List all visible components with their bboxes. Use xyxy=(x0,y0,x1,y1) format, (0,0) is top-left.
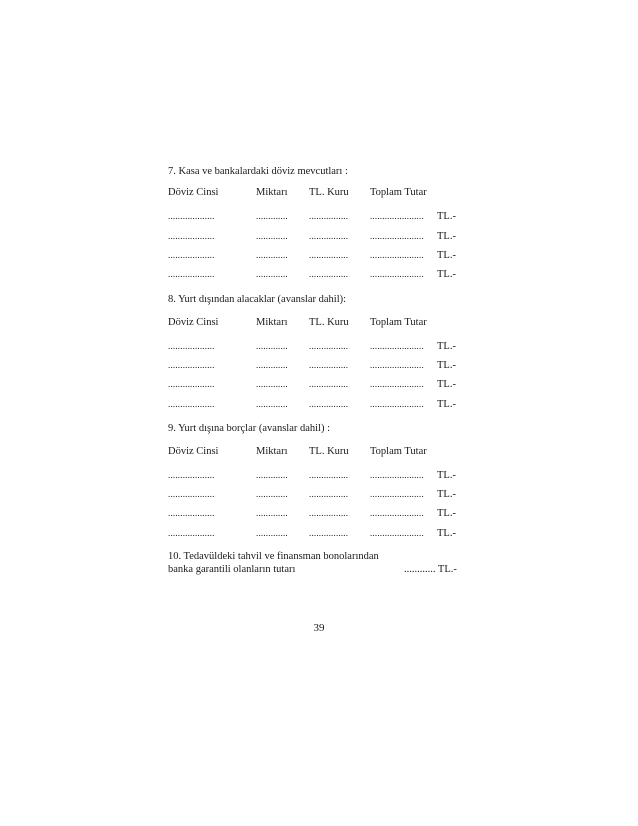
blank-field: ................ xyxy=(309,341,349,351)
blank-field: ............. xyxy=(256,528,288,538)
currency-unit: TL.- xyxy=(437,269,456,280)
table-row xyxy=(0,360,638,374)
table-row xyxy=(0,508,638,522)
blank-field: ................... xyxy=(168,508,215,518)
currency-unit: TL.- xyxy=(437,341,456,352)
blank-field: ................ xyxy=(309,269,349,279)
currency-unit: TL.- xyxy=(437,508,456,519)
blank-field: ...................... xyxy=(370,379,424,389)
blank-field: ................... xyxy=(168,470,215,480)
blank-field: ................ xyxy=(309,470,349,480)
blank-field: ...................... xyxy=(370,360,424,370)
blank-field: ................... xyxy=(168,528,215,538)
blank-field: ............. xyxy=(256,379,288,389)
blank-field: ................... xyxy=(168,489,215,499)
column-header: Miktarı xyxy=(256,446,288,457)
page-number: 39 xyxy=(313,622,325,634)
blank-field: ............. xyxy=(256,399,288,409)
currency-unit: TL.- xyxy=(437,470,456,481)
blank-field: ................ xyxy=(309,360,349,370)
blank-field: ...................... xyxy=(370,489,424,499)
blank-field: ................ xyxy=(309,508,349,518)
blank-field: ...................... xyxy=(370,211,424,221)
blank-field: ...................... xyxy=(370,470,424,480)
currency-unit: TL.- xyxy=(437,360,456,371)
currency-unit: TL.- xyxy=(437,489,456,500)
blank-field: ...................... xyxy=(370,250,424,260)
blank-field: ............. xyxy=(256,508,288,518)
blank-field: ...................... xyxy=(370,231,424,241)
column-header: Toplam Tutar xyxy=(370,446,427,457)
blank-field: ............. xyxy=(256,470,288,480)
blank-field: ................... xyxy=(168,211,215,221)
section-7-title: 7. Kasa ve bankalardaki döviz mevcutları : xyxy=(168,166,348,177)
column-header: TL. Kuru xyxy=(309,446,349,457)
column-header: Miktarı xyxy=(256,317,288,328)
column-header: Döviz Cinsi xyxy=(168,187,219,198)
blank-field: ................ xyxy=(309,489,349,499)
table-row xyxy=(0,470,638,484)
table-row xyxy=(0,231,638,245)
blank-field: ............. xyxy=(256,360,288,370)
blank-field: ...................... xyxy=(370,341,424,351)
blank-field: ................... xyxy=(168,231,215,241)
currency-unit: TL.- xyxy=(437,231,456,242)
table-row xyxy=(0,250,638,264)
currency-unit: TL.- xyxy=(437,399,456,410)
section-9-header-row xyxy=(0,446,638,460)
item-10-amount: ............ TL.- xyxy=(404,564,457,575)
currency-unit: TL.- xyxy=(437,211,456,222)
blank-field: ................... xyxy=(168,341,215,351)
column-header: Döviz Cinsi xyxy=(168,446,219,457)
column-header: Döviz Cinsi xyxy=(168,317,219,328)
currency-unit: TL.- xyxy=(437,250,456,261)
section-9-title: 9. Yurt dışına borçlar (avanslar dahil) : xyxy=(168,423,331,434)
blank-field: ................ xyxy=(309,211,349,221)
section-7-header-row xyxy=(0,187,638,201)
column-header: Miktarı xyxy=(256,187,288,198)
blank-field: ................... xyxy=(168,269,215,279)
blank-field: ...................... xyxy=(370,399,424,409)
column-header: Toplam Tutar xyxy=(370,187,427,198)
blank-field: ............. xyxy=(256,211,288,221)
blank-field: ............. xyxy=(256,341,288,351)
blank-field: ................ xyxy=(309,399,349,409)
blank-field: ...................... xyxy=(370,508,424,518)
blank-field: ................ xyxy=(309,231,349,241)
table-row xyxy=(0,269,638,283)
table-row xyxy=(0,211,638,225)
table-row xyxy=(0,379,638,393)
item-10-label: banka garantili olanların tutarı xyxy=(168,564,296,575)
item-10-line-1: 10. Tedavüldeki tahvil ve finansman bonolarından xyxy=(168,551,379,562)
section-8-title: 8. Yurt dışından alacaklar (avanslar dahil): xyxy=(168,294,347,305)
blank-field: ................... xyxy=(168,379,215,389)
table-row xyxy=(0,528,638,542)
blank-field: ................... xyxy=(168,360,215,370)
table-row xyxy=(0,341,638,355)
blank-field: ................... xyxy=(168,399,215,409)
currency-unit: TL.- xyxy=(437,528,456,539)
item-10-block xyxy=(168,551,468,577)
blank-field: ............. xyxy=(256,231,288,241)
section-8-header-row xyxy=(0,317,638,331)
blank-field: ................ xyxy=(309,528,349,538)
blank-field: ...................... xyxy=(370,528,424,538)
blank-field: ................ xyxy=(309,379,349,389)
blank-field: ................ xyxy=(309,250,349,260)
item-10-line-2 xyxy=(168,564,468,577)
blank-field: ...................... xyxy=(370,269,424,279)
column-header: TL. Kuru xyxy=(309,317,349,328)
blank-field: ............. xyxy=(256,269,288,279)
table-row xyxy=(0,489,638,503)
column-header: Toplam Tutar xyxy=(370,317,427,328)
blank-field: ................... xyxy=(168,250,215,260)
table-row xyxy=(0,399,638,413)
blank-field: ............. xyxy=(256,250,288,260)
column-header: TL. Kuru xyxy=(309,187,349,198)
currency-unit: TL.- xyxy=(437,379,456,390)
blank-field: ............. xyxy=(256,489,288,499)
